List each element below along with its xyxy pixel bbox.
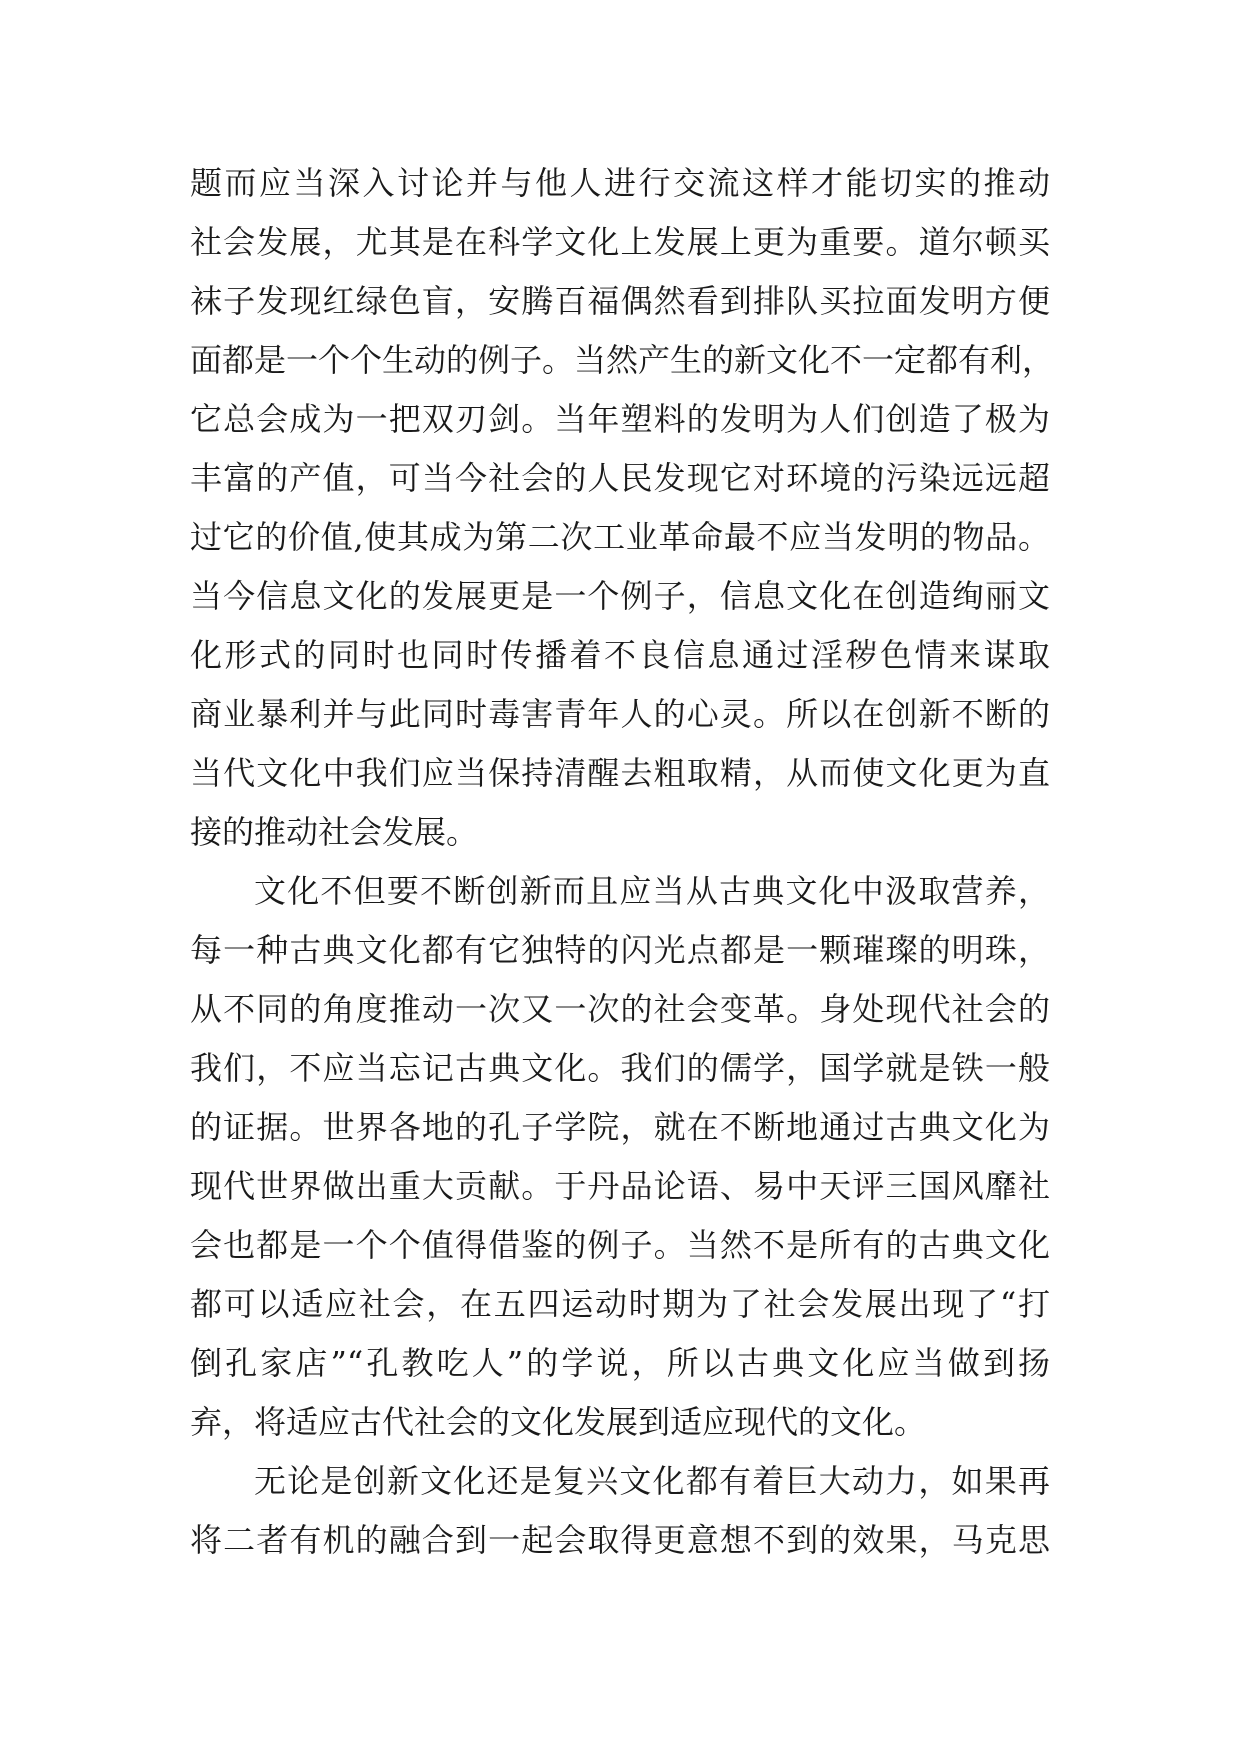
text-line: 当今信息文化的发展更是一个例子，信息文化在创造绚丽文 [190, 577, 1050, 615]
text-line: 商业暴利并与此同时毒害青年人的心灵。所以在创新不断的 [190, 695, 1050, 733]
text-line: 接的推动社会发展。 [190, 813, 479, 851]
paragraph-3 [190, 1452, 1050, 1570]
body-text [190, 154, 1055, 1570]
text-line: 题而应当深入讨论并与他人进行交流这样才能切实的推动 [190, 164, 1050, 202]
text-line: 会也都是一个个值得借鉴的例子。当然不是所有的古典文化 [190, 1226, 1050, 1264]
text-line: 面都是一个个生动的例子。当然产生的新文化不一定都有利， [190, 341, 1055, 379]
text-line: 当代文化中我们应当保持清醒去粗取精，从而使文化更为直 [190, 754, 1050, 792]
text-line: 每一种古典文化都有它独特的闪光点都是一颗璀璨的明珠， [190, 931, 1050, 969]
text-line: 将二者有机的融合到一起会取得更意想不到的效果，马克思 [190, 1521, 1050, 1559]
text-line: 过它的价值,使其成为第二次工业革命最不应当发明的物品。 [190, 518, 1050, 556]
text-line: 从不同的角度推动一次又一次的社会变革。身处现代社会的 [190, 990, 1050, 1028]
text-line: 我们，不应当忘记古典文化。我们的儒学，国学就是铁一般 [190, 1049, 1050, 1087]
paragraph-2 [190, 862, 1050, 1452]
text-line: 现代世界做出重大贡献。于丹品论语、易中天评三国风靡社 [190, 1167, 1050, 1205]
text-line: 袜子发现红绿色盲，安腾百福偶然看到排队买拉面发明方便 [190, 282, 1050, 320]
text-line: 它总会成为一把双刃剑。当年塑料的发明为人们创造了极为 [190, 400, 1050, 438]
text-line: 弃，将适应古代社会的文化发展到适应现代的文化。 [190, 1403, 927, 1441]
text-line: 倒孔家店”“孔教吃人”的学说，所以古典文化应当做到扬 [190, 1344, 1050, 1382]
text-line: 化形式的同时也同时传播着不良信息通过淫秽色情来谋取 [190, 636, 1050, 674]
text-line: 丰富的产值，可当今社会的人民发现它对环境的污染远远超 [190, 459, 1050, 497]
text-line: 社会发展，尤其是在科学文化上发展上更为重要。道尔顿买 [190, 223, 1050, 261]
text-line: 都可以适应社会，在五四运动时期为了社会发展出现了“打 [190, 1285, 1050, 1323]
text-line: 文化不但要不断创新而且应当从古典文化中汲取营养， [254, 872, 1050, 910]
paragraph-1 [190, 154, 1055, 862]
text-line: 无论是创新文化还是复兴文化都有着巨大动力，如果再 [254, 1462, 1050, 1500]
text-line: 的证据。世界各地的孔子学院，就在不断地通过古典文化为 [190, 1108, 1050, 1146]
